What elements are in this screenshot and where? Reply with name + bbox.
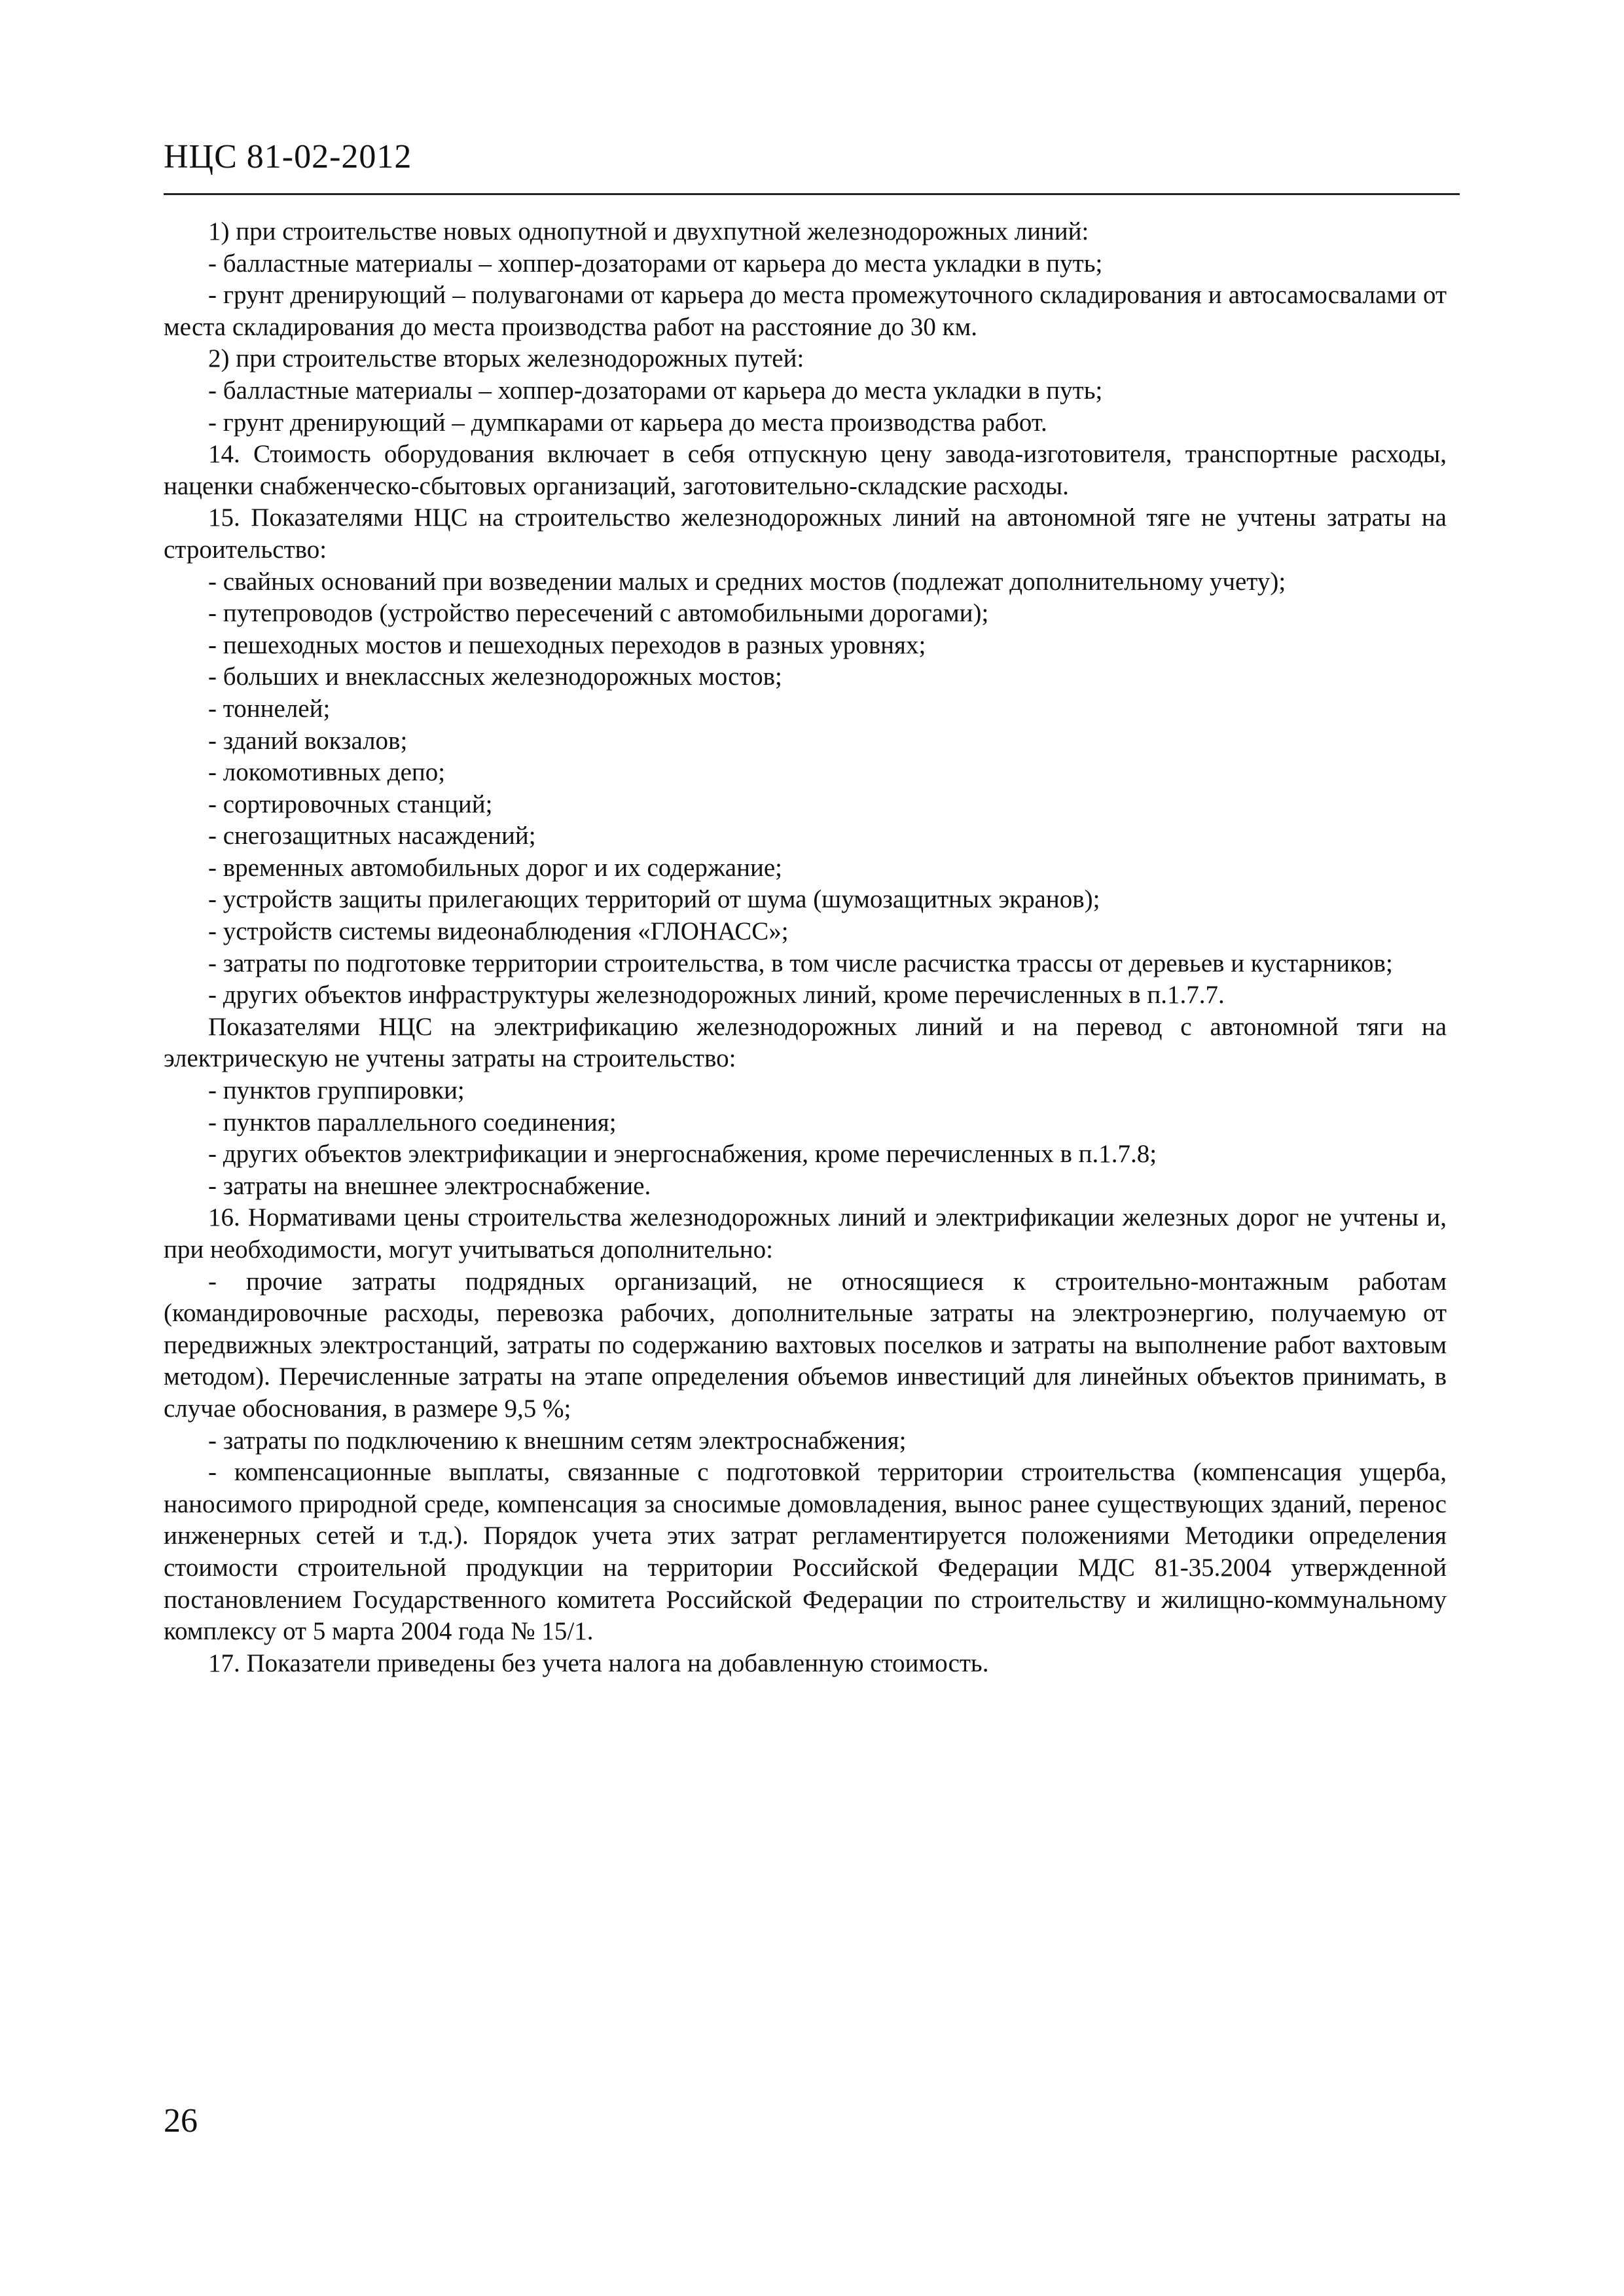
body-paragraph: - грунт дренирующий – думпкарами от карьера до места производства работ.: [208, 408, 1047, 437]
body-paragraph: - свайных оснований при возведении малых и средних мостов (подлежат дополнительному учету);: [208, 567, 1286, 596]
body-paragraph: - пунктов параллельного соединения;: [208, 1108, 617, 1137]
body-paragraph: - балластные материалы – хоппер-дозаторами от карьера до места укладки в путь;: [208, 249, 1103, 278]
body-paragraph: 1) при строительстве новых однопутной и двухпутной железнодорожных линий:: [208, 217, 1089, 246]
body-paragraph: 17. Показатели приведены без учета налога на добавленную стоимость.: [208, 1649, 989, 1677]
body-paragraph: 16. Нормативами цены строительства железнодорожных линий и электрификации железных дорог не учтены и, при необходимости, могут учитываться дополнительно:: [164, 1203, 1447, 1264]
body-paragraph: - пешеходных мостов и пешеходных переходов в разных уровнях;: [208, 630, 926, 659]
body-paragraph: - локомотивных депо;: [208, 758, 446, 787]
body-paragraph: 2) при строительстве вторых железнодорожных путей:: [208, 344, 804, 373]
body-paragraph: - тоннелей;: [208, 694, 331, 723]
document-body: [164, 216, 1447, 1679]
body-paragraph: - зданий вокзалов;: [208, 726, 408, 755]
body-paragraph: - пунктов группировки;: [208, 1076, 465, 1105]
body-paragraph: - прочие затраты подрядных организаций, не относящиеся к строительно-монтажным работам (командировочные расходы, перевозка рабочих, дополнительные затраты на электроэнергию, получаемую от передвижных электростанций, затраты по содержанию вахтовых поселков и затраты на выполнение работ вахтовым методом). Перечисленные затраты на этапе определения объемов инвестиций для линейных объектов принимать, в случае обоснования, в размере 9,5 %;: [164, 1267, 1447, 1423]
body-paragraph: - устройств защиты прилегающих территорий от шума (шумозащитных экранов);: [208, 885, 1100, 914]
body-paragraph: - путепроводов (устройство пересечений с автомобильными дорогами);: [208, 599, 989, 628]
body-paragraph: - грунт дренирующий – полувагонами от карьера до места промежуточного складирования и автосамосвалами от места складирования до места производства работ на расстояние до 30 км.: [164, 281, 1447, 341]
body-paragraph: - компенсационные выплаты, связанные с подготовкой территории строительства (компенсация ущерба, наносимого природной среде, компенсация за сносимые домовладения, вынос ранее существующих зданий, перенос инженерных сетей и т.д.). Порядок учета этих затрат регламентируется положениями Методики определения стоимости строительной продукции на территории Российской Федерации МДС 81-35.2004 утвержденной постановлением Государственного комитета Российской Федерации по строительству и жилищно-коммунальному комплексу от 5 марта 2004 года № 15/1.: [164, 1458, 1447, 1646]
body-paragraph: - затраты по подключению к внешним сетям электроснабжения;: [208, 1426, 907, 1455]
page-number: 26: [164, 2102, 198, 2140]
body-paragraph: - временных автомобильных дорог и их содержание;: [208, 853, 782, 882]
body-paragraph: 14. Стоимость оборудования включает в себя отпускную цену завода-изготовителя, транспортные расходы, наценки снабженческо-сбытовых организаций, заготовительно-складские расходы.: [164, 440, 1447, 500]
document-code-header: НЦС 81-02-2012: [164, 138, 412, 175]
body-paragraph: - других объектов электрификации и энергоснабжения, кроме перечисленных в п.1.7.8;: [208, 1140, 1157, 1169]
body-paragraph: - затраты на внешнее электроснабжение.: [208, 1171, 651, 1200]
header-divider: [164, 193, 1460, 195]
body-paragraph: - больших и внеклассных железнодорожных мостов;: [208, 663, 782, 691]
body-paragraph: - балластные материалы – хоппер-дозаторами от карьера до места укладки в путь;: [208, 376, 1103, 405]
body-paragraph: 15. Показателями НЦС на строительство железнодорожных линий на автономной тяге не учтены затраты на строительство:: [164, 503, 1447, 564]
body-paragraph: - устройств системы видеонаблюдения «ГЛОНАСС»;: [208, 917, 789, 946]
body-paragraph: - других объектов инфраструктуры железнодорожных линий, кроме перечисленных в п.1.7.7.: [208, 981, 1225, 1010]
body-paragraph: - снегозащитных насаждений;: [208, 822, 536, 850]
body-paragraph: - сортировочных станций;: [208, 790, 493, 818]
body-paragraph: - затраты по подготовке территории строительства, в том числе расчистка трассы от деревьев и кустарников;: [208, 949, 1393, 977]
body-paragraph: Показателями НЦС на электрификацию железнодорожных линий и на перевод с автономной тяги на электрическую не учтены затраты на строительство:: [164, 1012, 1447, 1073]
